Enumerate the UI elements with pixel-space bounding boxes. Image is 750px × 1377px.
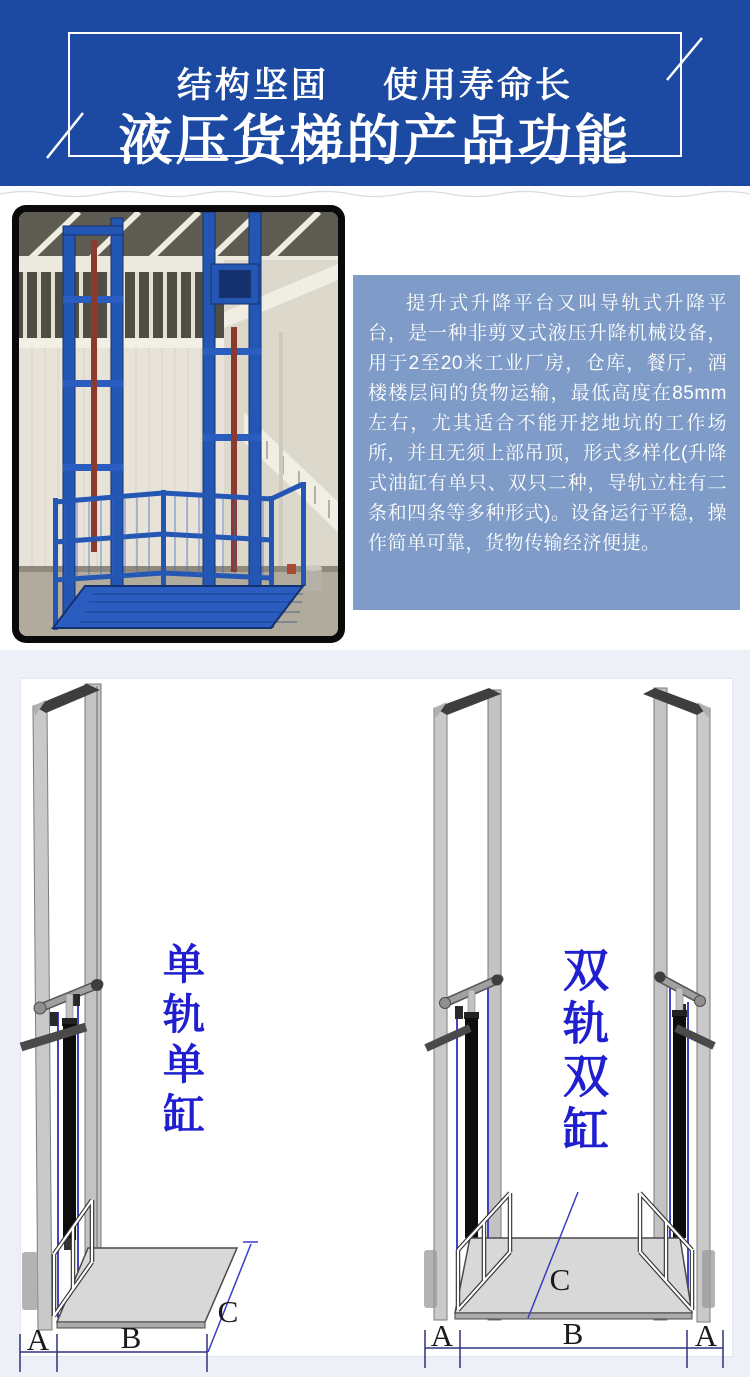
intro-panel (353, 275, 740, 610)
tagline-right: 使用寿命长 (383, 66, 574, 105)
right-dim-b: B (562, 1316, 584, 1351)
right-dim-a2: A (694, 1318, 718, 1353)
right-dim-c: C (549, 1262, 571, 1297)
left-dim-a: A (26, 1322, 50, 1357)
page-title: 液压货梯的产品功能 (118, 111, 632, 171)
header-wave-divider (0, 186, 750, 202)
left-dim-c: C (217, 1294, 239, 1329)
product-photo (12, 205, 345, 643)
caption-single-rail-single-cylinder: 单轨单缸 (157, 942, 203, 1142)
caption-double-rail-double-cylinder: 双轨双缸 (557, 946, 608, 1158)
product-photo-scene (19, 212, 338, 636)
right-dim-a1: A (430, 1318, 454, 1353)
header-banner (0, 0, 750, 186)
diagram-panel (0, 650, 750, 1377)
left-dim-b: B (120, 1320, 142, 1355)
lift-diagrams (0, 650, 750, 1377)
left-diagram (20, 684, 258, 1372)
intro-text: 提升式升降平台又叫导轨式升降平台，是一种非剪叉式液压升降机械设备，用于2至20米工业厂房，仓库，餐厅，酒楼楼层间的货物运输，最低高度在85mm左右，尤其适合不能开挖地坑的工作场所，并且无须上部吊顶，形式多样化(升降式油缸有单只、双只二种，导轨立柱有二条和四条等多种形式)。设备运行平稳，操作简单可靠，货物传输经济便捷。 (368, 293, 727, 554)
tagline-left: 结构坚固 (176, 66, 329, 105)
